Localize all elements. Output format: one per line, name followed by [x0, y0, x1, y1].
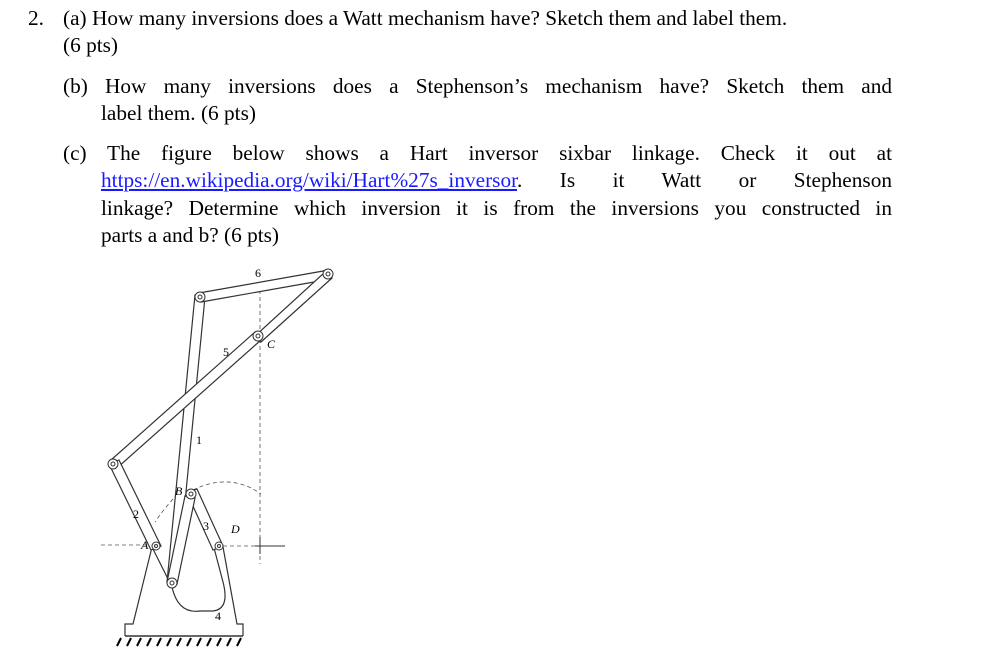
- question-number: 2.: [28, 6, 44, 30]
- part-c-line-2-rest: . Is it Watt or Stephenson: [517, 168, 892, 192]
- ground-left-foot: [125, 547, 152, 636]
- part-c-line-3: linkage? Determine which inversion it is from the inversions you constructed in: [101, 196, 892, 220]
- part-c-line-4: parts a and b? (6 pts): [101, 223, 280, 247]
- label-pivot-a: A: [141, 538, 149, 552]
- part-c-line-2: [101, 167, 892, 194]
- label-link-5: 5: [223, 345, 229, 359]
- part-b-line-1: (b) How many inversions does a Stephenson’s mechanism have? Sketch them and: [63, 74, 892, 98]
- ground-hatching: [117, 638, 241, 646]
- part-c-line-1: (c) The figure below shows a Hart inversor sixbar linkage. Check it out at: [63, 141, 892, 165]
- label-point-d: D: [231, 522, 240, 536]
- label-link-2: 2: [133, 507, 139, 521]
- part-b-line-2: label them. (6 pts): [101, 101, 256, 125]
- label-point-c: C: [267, 337, 276, 351]
- label-pivot-b: B: [175, 484, 183, 498]
- label-link-1: 1: [196, 433, 202, 447]
- ground-right-foot: [223, 547, 243, 636]
- part-a-line-1: (a) How many inversions does a Watt mechanism have? Sketch them and label them.: [63, 6, 788, 30]
- hart-inversor-figure: [95, 262, 345, 652]
- ground-link-4: [152, 544, 225, 611]
- label-link-4: 4: [215, 609, 221, 623]
- link-2: [109, 460, 161, 550]
- dashed-arc: [193, 482, 261, 494]
- label-link-6: 6: [255, 266, 261, 280]
- part-a-line-2: (6 pts): [63, 33, 119, 57]
- hart-inversor-link[interactable]: https://en.wikipedia.org/wiki/Hart%27s_inversor: [101, 168, 518, 192]
- label-link-3: 3: [203, 519, 209, 533]
